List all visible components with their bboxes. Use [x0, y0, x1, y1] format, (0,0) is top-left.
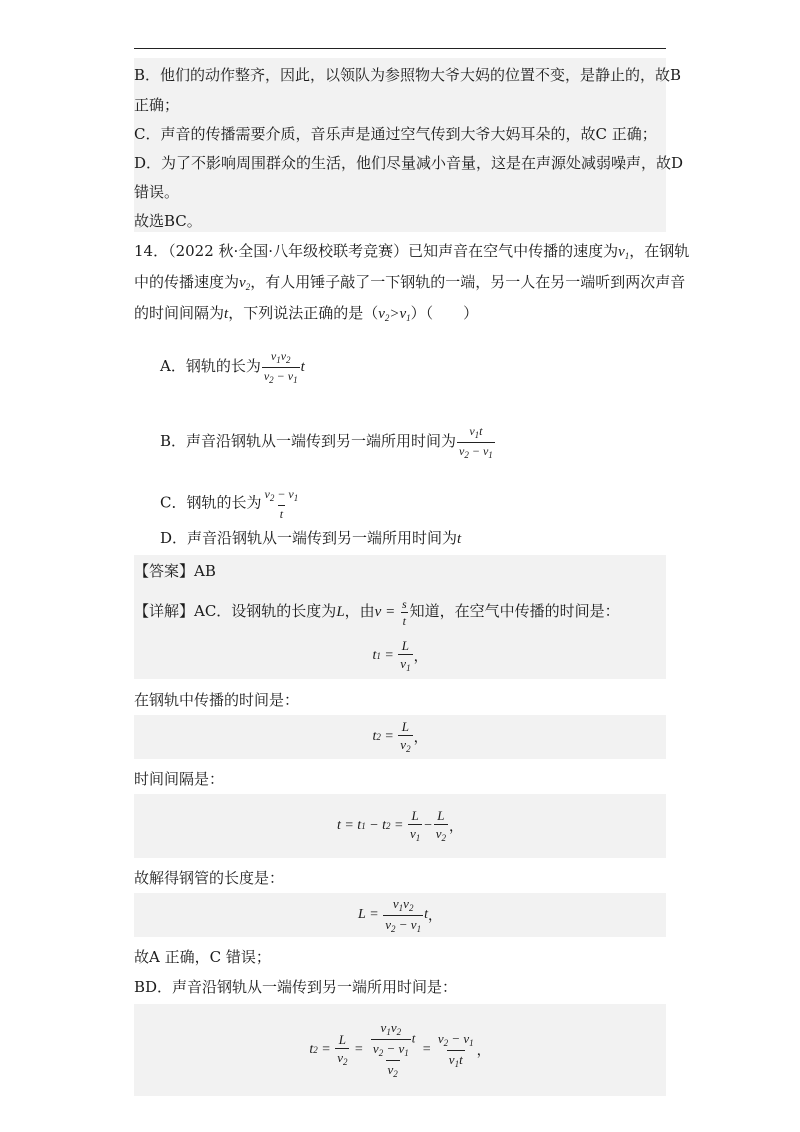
eq-length: L = $\frac{v_1v_2}{v_2 - v_1}$ t ， [358, 895, 442, 934]
option-c: C．钢轨的长为 $\frac{v_2 - v_1}{t}$ [160, 487, 299, 521]
bd-text: BD．声音沿钢轨从一端传到另一端所用时间是： [134, 978, 458, 996]
q14-line-3: 的时间间隔为t，下列说法正确的是$(v_2>v_1)$（ ） [134, 304, 479, 323]
prev-line-c: C．声音的传播需要介质，音乐声是通过空气传到大爷大妈耳朵的，故C 正确； [134, 125, 657, 143]
detail-line: 【详解】AC．设钢轨的长度为L，由v = $\frac{s}{t}$ 知道，在空气中传播的时间是： [134, 597, 620, 628]
interval-text: 时间间隔是： [134, 770, 225, 788]
eq-interval: t = t 1 − t 2 = $\frac{L}{v_1}$ − $\frac{L}{v_2}$ ， [336, 808, 464, 843]
option-d: D．声音沿钢轨从一端传到另一端所用时间为t [160, 529, 462, 547]
a-correct-text: 故A 正确，C 错误； [134, 948, 271, 966]
length-text: 故解得钢管的长度是： [134, 869, 285, 887]
prev-line-b: B．他们的动作整齐，因此，以领队为参照物大爷大妈的位置不变，是静止的，故B [134, 66, 682, 84]
option-b: B．声音沿钢轨从一端传到另一端所用时间为 $\frac{v_1t}{v_2 - v_1}$ [160, 424, 493, 460]
eq-t2: t 2 = $\frac{L}{v_2}$ ， [372, 719, 428, 754]
answer-label: 【答案】AB [134, 562, 216, 580]
header-rule [134, 48, 666, 49]
eq-t1: t 1 = $\frac{L}{v_1}$ ， [372, 638, 428, 673]
prev-line-sel: 故选BC。 [134, 212, 202, 230]
q14-line-2: 中的传播速度为$v_2$，有人用锤子敲了一下钢轨的一端，另一人在另一端听到两次声音 [134, 273, 686, 292]
prev-line-b2: 正确； [134, 96, 180, 114]
prev-line-d2: 错误。 [134, 183, 180, 201]
eq-t2-rail: t 2 = $\frac{L}{v_2}$ = $\frac{v_1v_2}{v_2 - v_1}$ t $v_2$ = $\frac{v_2 - v_1}{v_1t}$ ， [309, 1020, 491, 1079]
option-a: A．钢轨的长为 $\frac{v_1v_2}{v_2 - v_1}$ t [160, 349, 305, 385]
prev-line-d: D．为了不影响周围群众的生活，他们尽量减小音量，这是在声源处减弱噪声，故D [134, 154, 684, 172]
q14-line-1: 14．（2022 秋·全国·八年级校联考竞赛）已知声音在空气中传播的速度为$v_1$，在钢轨 [134, 242, 690, 261]
rail-time-text: 在钢轨中传播的时间是： [134, 691, 300, 709]
